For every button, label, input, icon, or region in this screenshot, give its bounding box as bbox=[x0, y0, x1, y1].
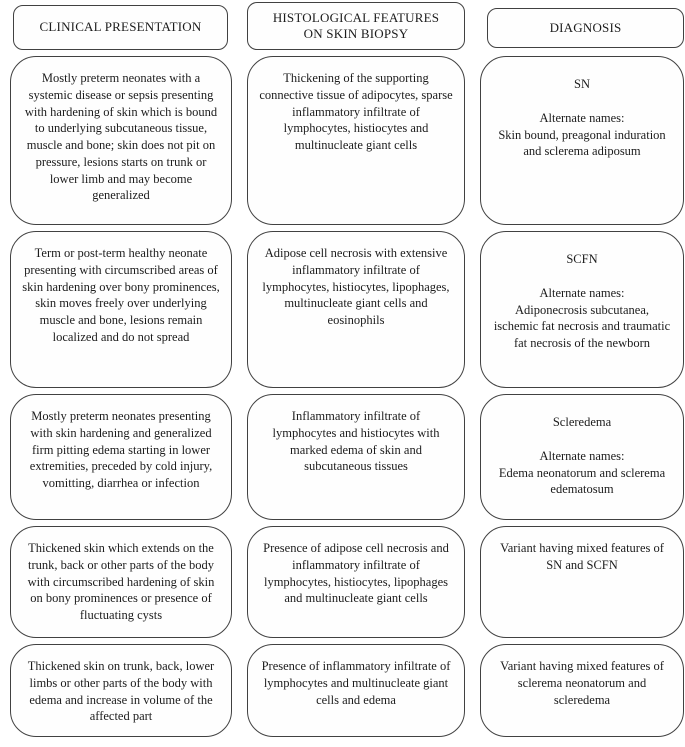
histological-features-text: Presence of adipose cell necrosis and inflammatory infiltrate of lymphocytes, histiocytes, lipophages and multinucleate giant cells bbox=[263, 541, 449, 606]
clinical-presentation-cell bbox=[10, 394, 232, 520]
spacer bbox=[492, 431, 672, 448]
diagnosis-cell bbox=[480, 231, 684, 388]
histological-features-text: Thickening of the supporting connective tissue of adipocytes, sparse inflammatory infiltrate of lymphocytes, histiocytes and multinucleate giant cells bbox=[259, 71, 453, 152]
spacer bbox=[492, 93, 672, 110]
diagnosis-name: SCFN bbox=[566, 252, 598, 266]
diagnosis-name: Scleredema bbox=[552, 415, 612, 429]
clinical-presentation-text: Term or post-term healthy neonate presenting with circumscribed areas of skin hardening over bony prominences, skin moves freely over underlying muscle and bone, lesions remain localized and do not spread bbox=[22, 246, 220, 344]
alternate-names-text: Skin bound, preagonal induration and sclerema adiposum bbox=[498, 127, 666, 159]
clinical-presentation-cell bbox=[10, 56, 232, 225]
diagnosis-name: Variant having mixed features of SN and SCFN bbox=[500, 541, 664, 572]
alternate-names-text: Edema neonatorum and sclerema edematosum bbox=[498, 465, 666, 497]
header-histological-features-line1: HISTOLOGICAL FEATURES bbox=[272, 9, 440, 25]
diagnosis-cell bbox=[480, 526, 684, 638]
histological-features-cell bbox=[247, 526, 465, 638]
clinical-presentation-text: Thickened skin on trunk, back, lower limbs or other parts of the body with edema and increase in volume of the affected part bbox=[27, 659, 215, 724]
alternate-names-text: Adiponecrosis subcutanea, ischemic fat necrosis and traumatic fat necrosis of the newborn bbox=[493, 302, 671, 350]
histological-features-text: Inflammatory infiltrate of lymphocytes and histiocytes with marked edema of skin and subcutaneous tissues bbox=[272, 409, 440, 474]
histological-features-cell bbox=[247, 231, 465, 388]
histological-features-cell bbox=[247, 394, 465, 520]
clinical-presentation-cell bbox=[10, 644, 232, 737]
header-histological-features-line2: ON SKIN BIOPSY bbox=[303, 26, 409, 41]
clinical-presentation-text: Mostly preterm neonates presenting with skin hardening and generalized firm pitting edema starting in lower extremities, preceded by cold injury, vomitting, diarrhea or infection bbox=[29, 409, 213, 490]
alternate-names-label: Alternate names: bbox=[539, 448, 625, 463]
header-histological-features bbox=[247, 2, 465, 50]
diagnosis-cell bbox=[480, 644, 684, 737]
header-clinical-presentation bbox=[13, 5, 228, 50]
diagnosis-name: Variant having mixed features of sclerema neonatorum and scleredema bbox=[500, 659, 664, 707]
clinical-presentation-text: Thickened skin which extends on the trunk, back or other parts of the body with circumscribed hardening of skin on bony prominences or presence of fluctuating cysts bbox=[27, 541, 215, 622]
alternate-names-label: Alternate names: bbox=[539, 110, 625, 125]
alternate-names-label: Alternate names: bbox=[539, 285, 625, 300]
histological-features-cell bbox=[247, 56, 465, 225]
spacer bbox=[492, 268, 672, 285]
header-clinical-presentation-label: CLINICAL PRESENTATION bbox=[39, 19, 202, 35]
histological-features-cell bbox=[247, 644, 465, 737]
diagram-grid bbox=[10, 2, 684, 746]
diagnosis-cell bbox=[480, 56, 684, 225]
histological-features-text: Presence of inflammatory infiltrate of lymphocytes and multinucleate giant cells and edema bbox=[261, 659, 451, 707]
header-diagnosis bbox=[487, 8, 684, 48]
clinical-presentation-text: Mostly preterm neonates with a systemic disease or sepsis presenting with hardening of skin which is bound to underlying subcutaneous tissue, muscle and bone; skin does not pit on pressure, lesions starts on trunk or lower limb and may become generalized bbox=[24, 71, 218, 203]
diagnosis-name: SN bbox=[574, 77, 590, 91]
diagnosis-cell bbox=[480, 394, 684, 520]
histological-features-text: Adipose cell necrosis with extensive inflammatory infiltrate of lymphocytes, histiocytes, lipophages, multinucleate giant cells and eosinophils bbox=[262, 246, 450, 327]
header-diagnosis-label: DIAGNOSIS bbox=[549, 19, 622, 35]
clinical-presentation-cell bbox=[10, 231, 232, 388]
clinical-presentation-cell bbox=[10, 526, 232, 638]
